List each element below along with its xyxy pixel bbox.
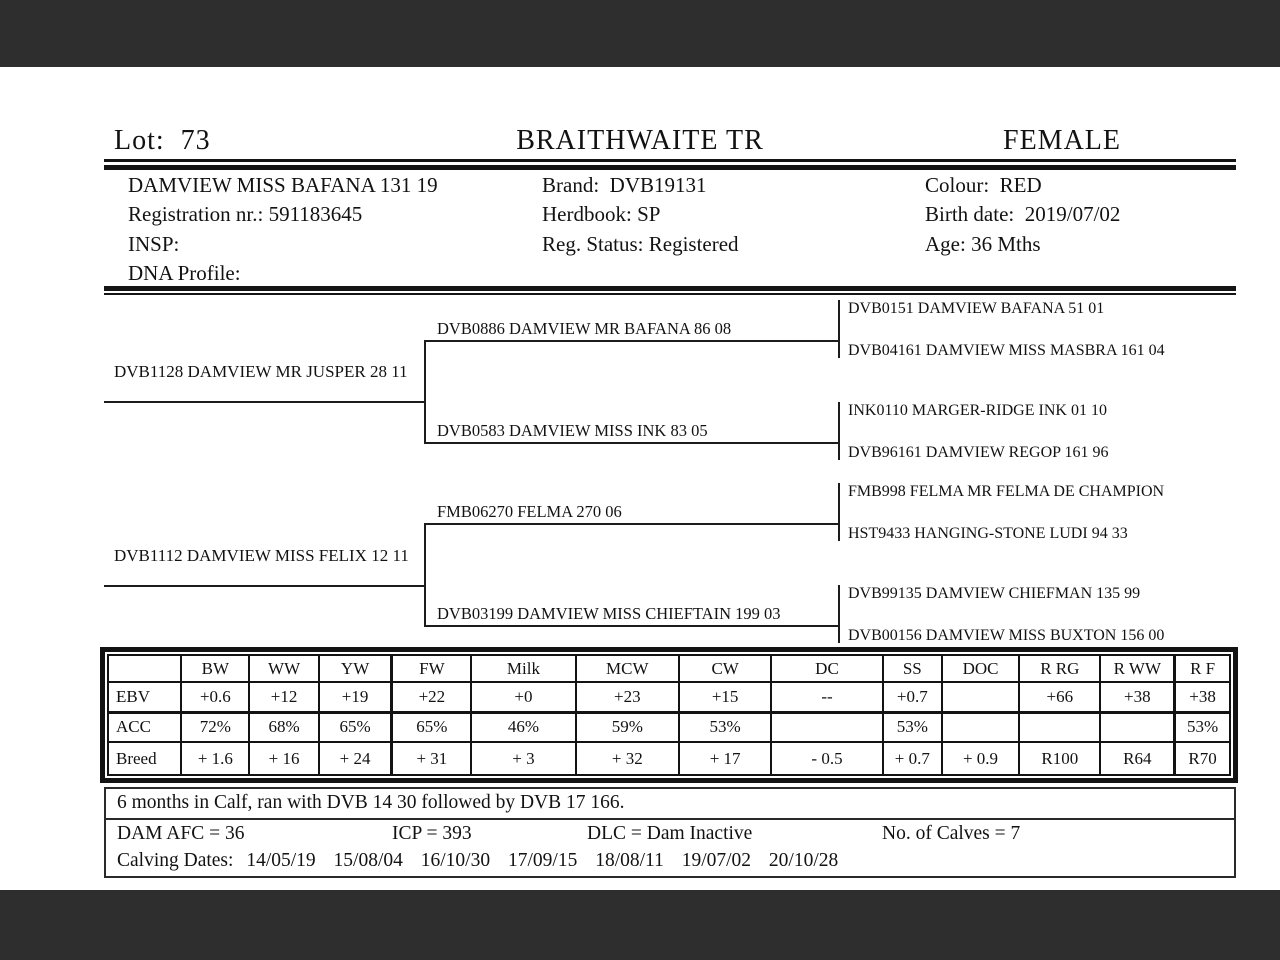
- breed-cell: - 0.5: [771, 742, 882, 775]
- pedigree-sire-line: [104, 401, 424, 403]
- pedigree-gg-name: DVB96161 DAMVIEW REGOP 161 96: [848, 444, 1109, 461]
- dam-afc: DAM AFC = 36: [117, 823, 245, 844]
- pedigree-dam-bracket: [424, 523, 426, 627]
- ebv-col-header: CW: [679, 655, 771, 682]
- dam-stats-row: [106, 820, 1234, 848]
- ebv-col-header: DOC: [942, 655, 1019, 682]
- acc-cell: 46%: [471, 712, 575, 742]
- pedigree-gg-bracket-3: [838, 483, 840, 541]
- pedigree-sire-dam-line: [424, 442, 840, 444]
- calving-date: 16/10/30: [420, 850, 491, 871]
- acc-cell: 72%: [181, 712, 249, 742]
- acc-cell: [1019, 712, 1100, 742]
- row-label: Breed: [108, 742, 181, 775]
- breed-cell: R70: [1175, 742, 1230, 775]
- reg-status-field: Reg. Status: Registered: [542, 231, 739, 256]
- herdbook-field: Herdbook: SP: [542, 202, 661, 227]
- breed-cell: + 17: [679, 742, 771, 775]
- icp: ICP = 393: [392, 823, 472, 844]
- acc-values-row: [108, 712, 1230, 742]
- breed-cell: + 3: [471, 742, 575, 775]
- breed-cell: + 0.7: [883, 742, 942, 775]
- pedigree-sire-sire-name: DVB0886 DAMVIEW MR BAFANA 86 08: [437, 319, 732, 338]
- pedigree-gg-name: DVB0151 DAMVIEW BAFANA 51 01: [848, 300, 1105, 317]
- acc-cell: 53%: [679, 712, 771, 742]
- info-column-middle: [542, 171, 739, 259]
- pedigree-sire-name: DVB1128 DAMVIEW MR JUSPER 28 11: [114, 362, 408, 381]
- ebv-cell: +0.6: [181, 682, 249, 712]
- sex-label: FEMALE: [1003, 125, 1121, 156]
- ebv-col-header: WW: [249, 655, 318, 682]
- acc-cell: 53%: [883, 712, 942, 742]
- row-label: ACC: [108, 712, 181, 742]
- calving-date: 15/08/04: [333, 850, 403, 871]
- ebv-col-header: BW: [181, 655, 249, 682]
- pregnancy-note: 6 months in Calf, ran with DVB 14 30 followed by DVB 17 166.: [106, 789, 1234, 820]
- pedigree-sire-bracket: [424, 340, 426, 444]
- acc-cell: 68%: [249, 712, 318, 742]
- info-double-rule: [104, 286, 1236, 295]
- pedigree-dam-line: [104, 585, 424, 587]
- calving-date: 18/08/11: [595, 850, 664, 871]
- ebv-col-header: SS: [883, 655, 942, 682]
- ebv-col-header: YW: [319, 655, 392, 682]
- lot-number: Lot: 73: [114, 125, 211, 156]
- bottom-letterbox-bar: [0, 890, 1280, 960]
- calving-date: 14/05/19: [246, 850, 316, 871]
- pedigree-dam-dam-name: DVB03199 DAMVIEW MISS CHIEFTAIN 199 03: [437, 604, 781, 623]
- ebv-cell: +22: [392, 682, 471, 712]
- calving-date: 19/07/02: [681, 850, 752, 871]
- pedigree-sire-dam-name: DVB0583 DAMVIEW MISS INK 83 05: [437, 421, 708, 440]
- pedigree-gg-bracket-4: [838, 585, 840, 643]
- pedigree-gg-name: FMB998 FELMA MR FELMA DE CHAMPION: [848, 483, 1165, 500]
- pedigree-gg-name: HST9433 HANGING-STONE LUDI 94 33: [848, 525, 1128, 542]
- ebv-cell: +38: [1175, 682, 1230, 712]
- ebv-col-header: [108, 655, 181, 682]
- ebv-table: [107, 654, 1231, 776]
- ebv-cell: +0.7: [883, 682, 942, 712]
- ebv-col-header: R F: [1175, 655, 1230, 682]
- pedigree-gg-name: DVB00156 DAMVIEW MISS BUXTON 156 00: [848, 627, 1165, 644]
- birth-date-field: Birth date: 2019/07/02: [925, 202, 1121, 227]
- calving-date: 17/09/15: [507, 850, 578, 871]
- animal-name: DAMVIEW MISS BAFANA 131 19: [128, 173, 438, 197]
- brand-field: Brand: DVB19131: [542, 173, 707, 197]
- age-field: Age: 36 Mths: [925, 231, 1041, 256]
- breed-cell: + 1.6: [181, 742, 249, 775]
- ebv-col-header: DC: [771, 655, 882, 682]
- breed-cell: R100: [1019, 742, 1100, 775]
- breed-cell: R64: [1100, 742, 1174, 775]
- top-letterbox-bar: [0, 0, 1280, 67]
- breed-cell: + 32: [576, 742, 679, 775]
- ebv-cell: +38: [1100, 682, 1174, 712]
- ebv-cell: +23: [576, 682, 679, 712]
- info-column-left: [128, 171, 438, 288]
- breed-cell: + 16: [249, 742, 318, 775]
- registration-number: Registration nr.: 591183645: [128, 202, 363, 227]
- pedigree-gg-bracket-1: [838, 300, 840, 358]
- catalogue-page: [0, 67, 1280, 890]
- pedigree-dam-sire-line: [424, 523, 840, 525]
- ebv-col-header: FW: [392, 655, 471, 682]
- ebv-cell: +12: [249, 682, 318, 712]
- breed-values-row: [108, 742, 1230, 775]
- pedigree-gg-bracket-2: [838, 402, 840, 460]
- dna-profile-field: DNA Profile:: [128, 260, 241, 285]
- acc-cell: 65%: [392, 712, 471, 742]
- row-label: EBV: [108, 682, 181, 712]
- acc-cell: 59%: [576, 712, 679, 742]
- ebv-cell: +66: [1019, 682, 1100, 712]
- number-of-calves: No. of Calves = 7: [882, 823, 1021, 844]
- insp-field: INSP:: [128, 231, 180, 256]
- calving-date: 20/10/28: [768, 850, 839, 871]
- ebv-table-frame: [100, 647, 1238, 783]
- acc-cell: [771, 712, 882, 742]
- pedigree-dam-sire-name: FMB06270 FELMA 270 06: [437, 502, 622, 521]
- pedigree-gg-name: DVB04161 DAMVIEW MISS MASBRA 161 04: [848, 342, 1165, 359]
- ebv-col-header: MCW: [576, 655, 679, 682]
- dlc: DLC = Dam Inactive: [587, 823, 753, 844]
- pedigree-gg-name: INK0110 MARGER-RIDGE INK 01 10: [848, 402, 1107, 419]
- calving-dates-row: [106, 848, 1234, 876]
- pedigree-dam-name: DVB1112 DAMVIEW MISS FELIX 12 11: [114, 546, 409, 565]
- breed-cell: + 24: [319, 742, 392, 775]
- header-double-rule: [104, 159, 1236, 170]
- pedigree-gg-name: DVB99135 DAMVIEW CHIEFMAN 135 99: [848, 585, 1141, 602]
- ebv-cell: +0: [471, 682, 575, 712]
- acc-cell: [942, 712, 1019, 742]
- ebv-header-row: [108, 655, 1230, 682]
- acc-cell: [1100, 712, 1174, 742]
- calving-dates-label: Calving Dates:: [117, 850, 234, 871]
- footer-notes-box: [104, 787, 1236, 878]
- colour-field: Colour: RED: [925, 173, 1042, 197]
- acc-cell: 53%: [1175, 712, 1230, 742]
- ebv-col-header: R WW: [1100, 655, 1174, 682]
- ebv-col-header: Milk: [471, 655, 575, 682]
- info-column-right: [925, 171, 1120, 259]
- ebv-cell: +19: [319, 682, 392, 712]
- ebv-cell: [942, 682, 1019, 712]
- breed-cell: + 0.9: [942, 742, 1019, 775]
- pedigree-sire-sire-line: [424, 340, 840, 342]
- acc-cell: 65%: [319, 712, 392, 742]
- pedigree-dam-dam-line: [424, 625, 840, 627]
- ebv-cell: --: [771, 682, 882, 712]
- page-title: BRAITHWAITE TR: [516, 125, 764, 156]
- ebv-cell: +15: [679, 682, 771, 712]
- ebv-values-row: [108, 682, 1230, 712]
- ebv-col-header: R RG: [1019, 655, 1100, 682]
- breed-cell: + 31: [392, 742, 471, 775]
